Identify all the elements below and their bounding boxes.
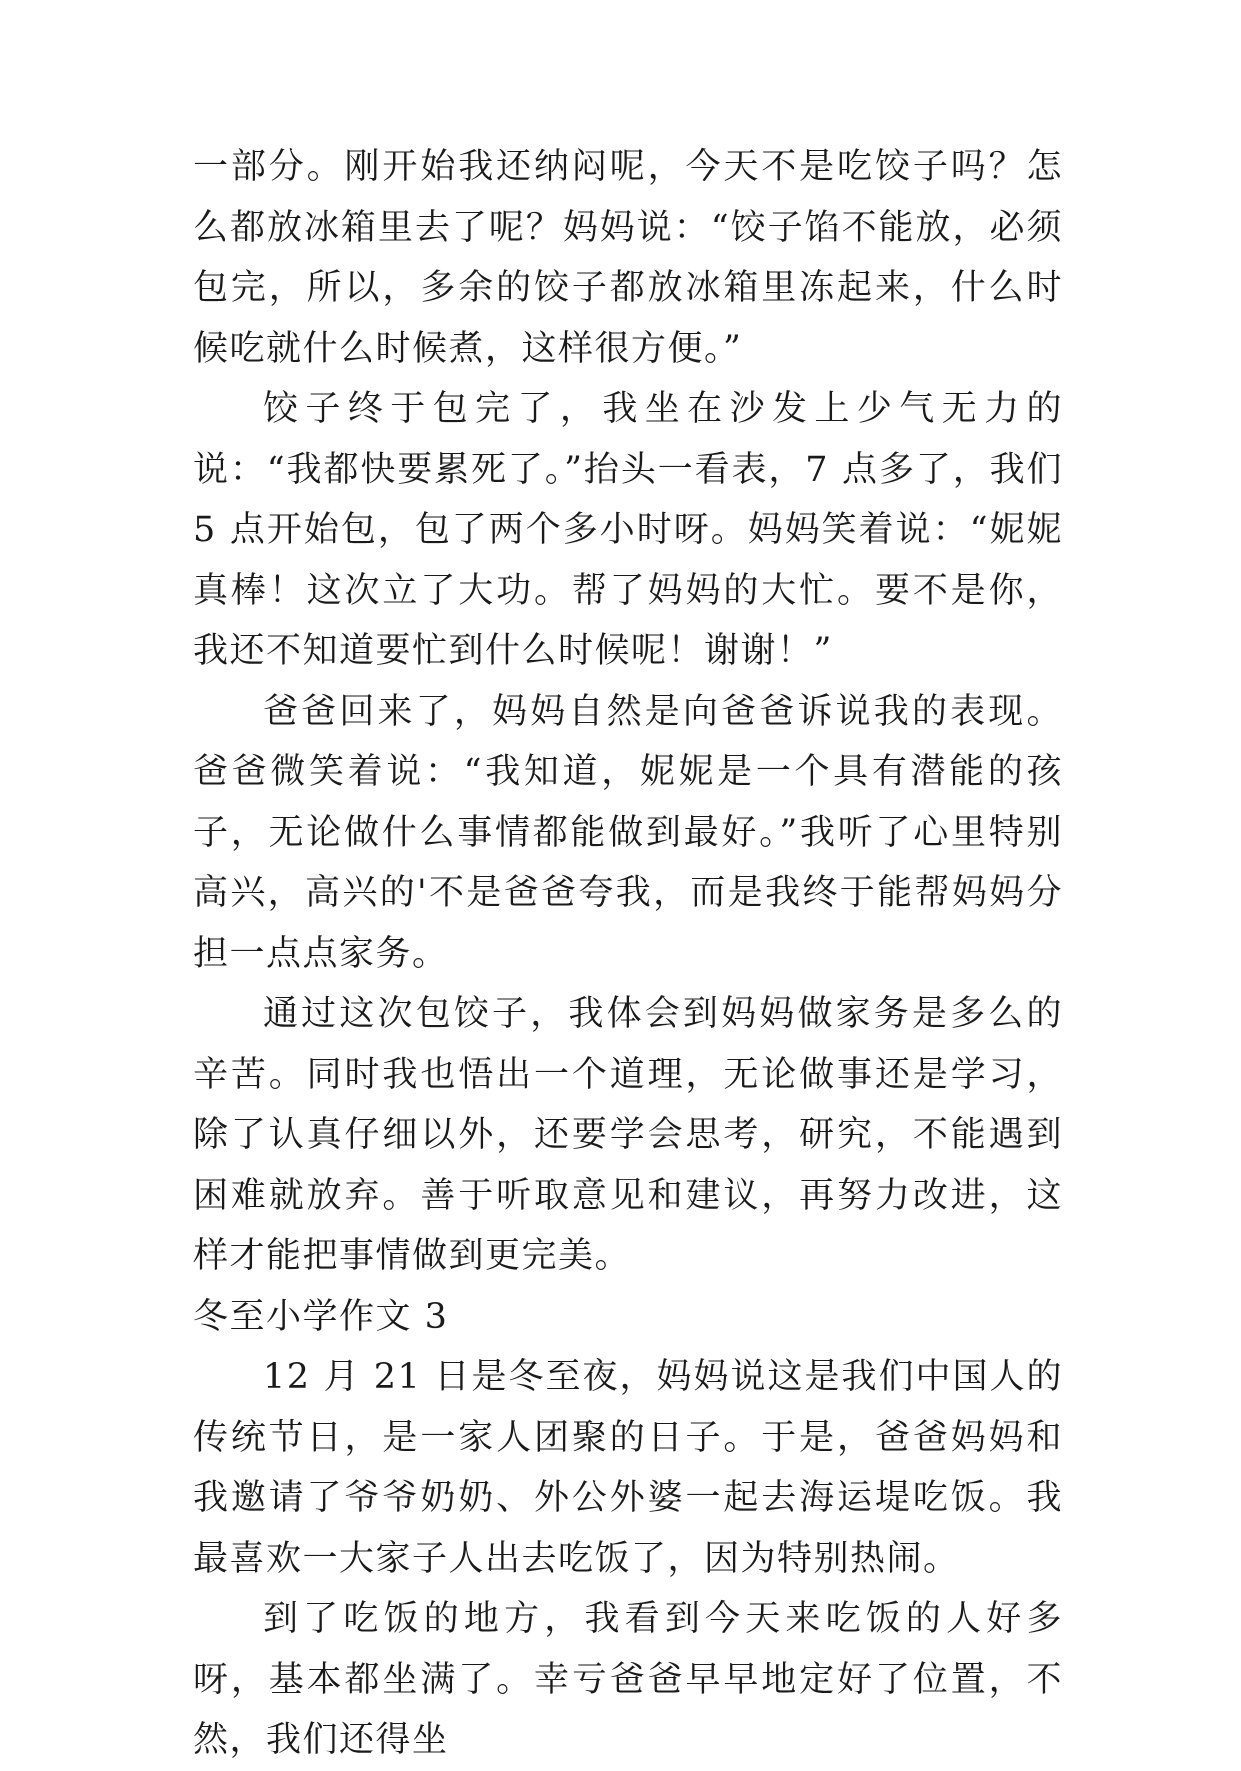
section-heading: 冬至小学作文 3 <box>193 1296 449 1337</box>
paragraph: 12 月 21 日是冬至夜，妈妈说这是我们中国人的传统节日，是一家人团聚的日子。于是，爸爸妈妈和我邀请了爷爷奶奶、外公外婆一起去海运堤吃饭。我最喜欢一大家子人出去吃饭了，因为特别热闹。 <box>193 1357 1063 1579</box>
document-body <box>193 137 1063 1771</box>
paragraph: 饺子终于包完了，我坐在沙发上少气无力的说：“我都快要累死了。”抬头一看表，7 点多了，我们 5 点开始包，包了两个多小时呀。妈妈笑着说：“妮妮真棒！这次立了大功。帮了妈妈的大忙。要不是你，我还不知道要忙到什么时候呢！谢谢！” <box>193 389 1063 671</box>
paragraph: 通过这次包饺子，我体会到妈妈做家务是多么的辛苦。同时我也悟出一个道理，无论做事还是学习，除了认真仔细以外，还要学会思考，研究，不能遇到困难就放弃。善于听取意见和建议，再努力改进，这样才能把事情做到更完美。 <box>193 994 1063 1276</box>
paragraph: 爸爸回来了，妈妈自然是向爸爸诉说我的表现。爸爸微笑着说：“我知道，妮妮是一个具有潜能的孩子，无论做什么事情都能做到最好。”我听了心里特别高兴，高兴的'不是爸爸夸我，而是我终于能帮妈妈分担一点点家务。 <box>193 691 1063 974</box>
paragraph: 到了吃饭的地方，我看到今天来吃饭的人好多呀，基本都坐满了。幸亏爸爸早早地定好了位置，不然，我们还得坐 <box>193 1599 1063 1760</box>
paragraph: 一部分。刚开始我还纳闷呢，今天不是吃饺子吗？怎么都放冰箱里去了呢？妈妈说：“饺子馅不能放，必须包完，所以，多余的饺子都放冰箱里冻起来，什么时候吃就什么时候煮，这样很方便。” <box>193 147 1063 369</box>
